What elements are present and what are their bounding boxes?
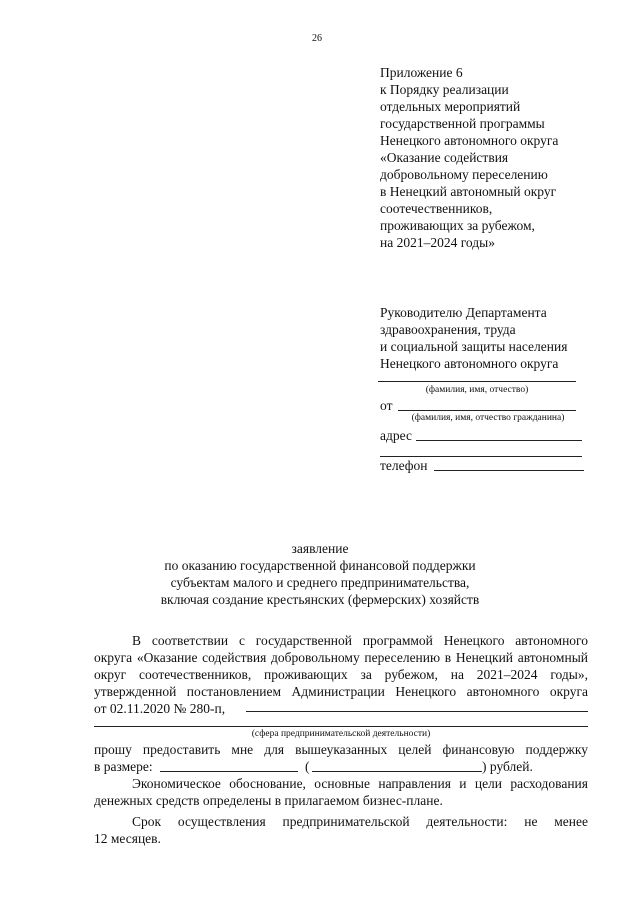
appendix-line: к Порядку реализации [380, 82, 509, 97]
paragraph-line: 12 месяцев. [94, 831, 161, 846]
paragraph-line: В соответствии с государственной программой Ненецкого автономного [132, 633, 588, 648]
appendix-line: добровольному переселению [380, 167, 548, 182]
fio-caption: (фамилия, имя, отчество) [425, 385, 529, 395]
appendix-line: соотечественников, [380, 201, 493, 216]
statement-title [0, 540, 640, 608]
paragraph-2 [94, 741, 588, 758]
addressee-line: Ненецкого автономного округа [380, 356, 559, 371]
address-field-line[interactable] [416, 440, 582, 441]
paragraph-line: денежных средств определены в прилагаемом бизнес-плане. [94, 793, 443, 808]
paragraph-line: округ соотечественников, проживающих за рубежом, на 2021–2024 годы», [94, 667, 588, 682]
addressee-line: и социальной защиты населения [380, 339, 568, 354]
page-number: 26 [312, 33, 322, 44]
addressee-line: Руководителю Департамента [380, 305, 547, 320]
title-line: субъектам малого и среднего предпринимательства, [170, 575, 470, 590]
amount-paren-open: ( [305, 759, 310, 774]
title-line: заявление [291, 541, 349, 556]
amount-number-field[interactable] [160, 771, 298, 772]
paragraph-line: от 02.11.2020 № 280-п, [94, 701, 226, 716]
appendix-line: на 2021–2024 годы» [380, 235, 495, 250]
appendix-block [380, 64, 558, 251]
phone-field-line[interactable] [434, 470, 584, 471]
appendix-line: Ненецкого автономного округа [380, 133, 559, 148]
paragraph-line: Срок осуществления предпринимательской деятельности: не менее [132, 814, 588, 829]
amount-prefix: в размере: [94, 759, 153, 774]
sphere-caption: (сфера предпринимательской деятельности) [251, 729, 431, 739]
appendix-line: государственной программы [380, 116, 545, 131]
appendix-line: «Оказание содействия [380, 150, 509, 165]
appendix-line: в Ненецкий автономный округ [380, 184, 557, 199]
paragraph-line: округа «Оказание содействия добровольному переселению в Ненецкий автономный [94, 650, 588, 665]
appendix-line: проживающих за рубежом, [380, 218, 535, 233]
appendix-line: Приложение 6 [380, 65, 463, 80]
applicant-caption: (фамилия, имя, отчество гражданина) [411, 413, 565, 423]
sphere-field-line[interactable] [246, 711, 588, 712]
sphere-field-line-2[interactable] [94, 726, 588, 727]
title-line: включая создание крестьянских (фермерских) хозяйств [160, 592, 480, 607]
amount-words-field[interactable] [312, 771, 482, 772]
paragraph-1 [94, 632, 588, 717]
address-label: адрес [380, 428, 412, 443]
paragraph-3 [94, 775, 588, 809]
paragraph-line: прошу предоставить мне для вышеуказанных целей финансовую поддержку [94, 742, 588, 757]
fio-field-line[interactable] [378, 381, 576, 382]
from-label: от [380, 398, 393, 413]
addressee-line: здравоохранения, труда [380, 322, 516, 337]
addressee-block [380, 304, 567, 372]
appendix-line: отдельных мероприятий [380, 99, 521, 114]
paragraph-line: Экономическое обоснование, основные направления и цели расходования [132, 776, 588, 791]
amount-suffix: ) рублей. [482, 759, 533, 774]
phone-label: телефон [380, 458, 428, 473]
title-line: по оказанию государственной финансовой поддержки [164, 558, 476, 573]
applicant-field-line[interactable] [398, 410, 576, 411]
paragraph-4 [94, 813, 588, 847]
paragraph-line: утвержденной постановлением Администрации Ненецкого автономного округа [94, 684, 588, 699]
